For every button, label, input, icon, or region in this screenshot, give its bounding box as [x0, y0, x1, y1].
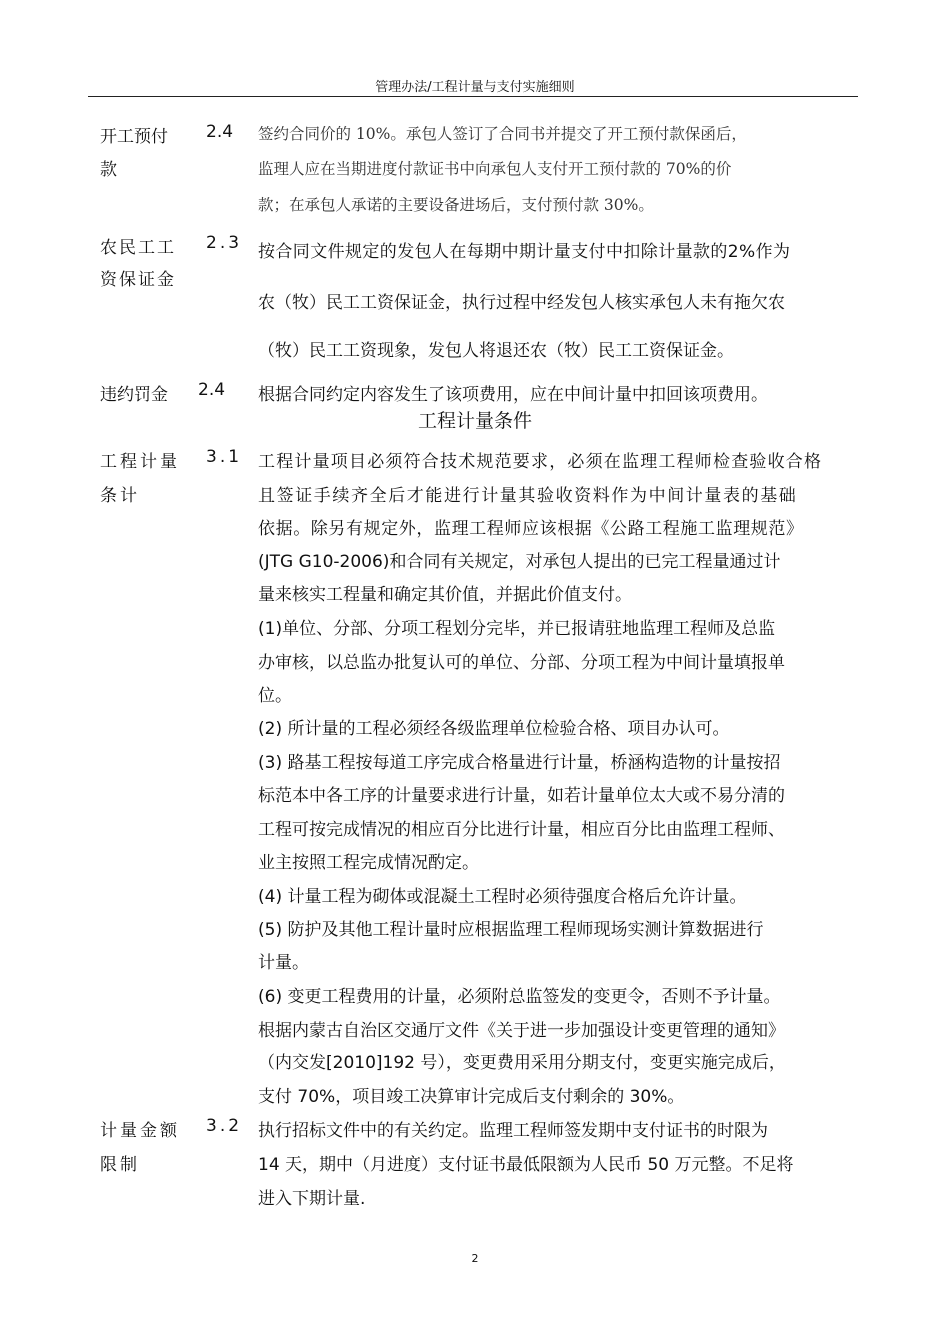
clause-text-line: 签约合同价的 10%。承包人签订了合同书并提交了开工预付款保函后，: [258, 125, 747, 143]
clause-text-line: (4) 计量工程为砌体或混凝土工程时必须待强度合格后允许计量。: [258, 887, 747, 907]
clause-text-line: 工程可按完成情况的相应百分比进行计量，相应百分比由监理工程师、: [258, 820, 785, 840]
clause-text-line: （牧）民工工资现象，发包人将退还农（牧）民工工资保证金。: [258, 341, 734, 361]
clause-text-line: 且签证手续齐全后才能进行计量其验收资料作为中间计量表的基础: [258, 486, 798, 506]
clause-text-line: 监理人应在当期进度付款证书中向承包人支付开工预付款的 70%的价: [258, 160, 732, 178]
clause-text-line: (5) 防护及其他工程计量时应根据监理工程师现场实测计算数据进行: [258, 920, 764, 940]
term-label-line: 开工预付: [100, 127, 168, 147]
clause-number: 2.4: [198, 380, 226, 400]
clause-text-line: 农（牧）民工工资保证金，执行过程中经发包人核实承包人未有拖欠农: [258, 293, 785, 313]
clause-text-line: 标范本中各工序的计量要求进行计量，如若计量单位太大或不易分清的: [258, 786, 785, 806]
term-label-line: 计量金额: [100, 1121, 180, 1141]
clause-text-line: 工程计量项目必须符合技术规范要求，必须在监理工程师检查验收合格: [258, 452, 823, 472]
header-divider: [88, 96, 858, 97]
page-number: 2: [471, 1252, 479, 1265]
section-heading: 工程计量条件: [417, 410, 532, 432]
clause-text-line: (JTG G10-2006)和合同有关规定，对承包人提出的已完工程量通过计: [258, 552, 781, 572]
term-label-line: 限制: [100, 1155, 140, 1175]
clause-text-line: 按合同文件规定的发包人在每期中期计量支付中扣除计量款的2%作为: [258, 242, 791, 262]
clause-number: 3.1: [206, 447, 243, 467]
clause-text-line: (6) 变更工程费用的计量，必须附总监签发的变更令，否则不予计量。: [258, 987, 781, 1007]
clause-text-line: 执行招标文件中的有关约定。监理工程师签发期中支付证书的时限为: [258, 1121, 768, 1141]
clause-number: 2.3: [206, 233, 243, 253]
clause-text-line: (2) 所计量的工程必须经各级监理单位检验合格、项目办认可。: [258, 719, 730, 739]
clause-text-line: (3) 路基工程按每道工序完成合格量进行计量，桥涵构造物的计量按招: [258, 753, 781, 773]
page-header-title: 管理办法/工程计量与支付实施细则: [375, 80, 575, 95]
clause-text-line: 办审核，以总监办批复认可的单位、分部、分项工程为中间计量填报单: [258, 653, 785, 673]
clause-text-line: 依据。除另有规定外，监理工程师应该根据《公路工程施工监理规范》: [258, 519, 804, 539]
term-label-line: 工程计量: [100, 452, 180, 472]
clause-text-line: 量来核实工程量和确定其价值，并据此价值支付。: [258, 585, 632, 605]
clause-text-line: （内交发[2010]192 号），变更费用采用分期支付，变更实施完成后，: [258, 1053, 786, 1073]
term-label-line: 款: [100, 160, 117, 180]
clause-number: 2.4: [206, 122, 234, 142]
clause-number: 3.2: [206, 1116, 243, 1136]
clause-text-line: 根据内蒙古自治区交通厅文件《关于进一步加强设计变更管理的通知》: [258, 1021, 785, 1041]
clause-text-line: 位。: [258, 686, 292, 706]
term-label-line: 违约罚金: [100, 385, 168, 405]
clause-text-line: (1)单位、分部、分项工程划分完毕，并已报请驻地监理工程师及总监: [258, 619, 776, 639]
clause-text-line: 计量。: [258, 953, 309, 973]
clause-text-line: 业主按照工程完成情况酌定。: [258, 853, 479, 873]
clause-text-line: 根据合同约定内容发生了该项费用，应在中间计量中扣回该项费用。: [258, 385, 768, 405]
clause-text-line: 款；在承包人承诺的主要设备进场后，支付预付款 30%。: [258, 196, 654, 214]
term-label-line: 资保证金: [100, 270, 176, 290]
clause-text-line: 进入下期计量.: [258, 1189, 366, 1209]
term-label-line: 农民工工: [100, 238, 176, 258]
clause-text-line: 支付 70%，项目竣工决算审计完成后支付剩余的 30%。: [258, 1087, 685, 1107]
clause-text-line: 14 天，期中（月进度）支付证书最低限额为人民币 50 万元整。不足将: [258, 1155, 794, 1175]
term-label-line: 条计: [100, 486, 140, 506]
